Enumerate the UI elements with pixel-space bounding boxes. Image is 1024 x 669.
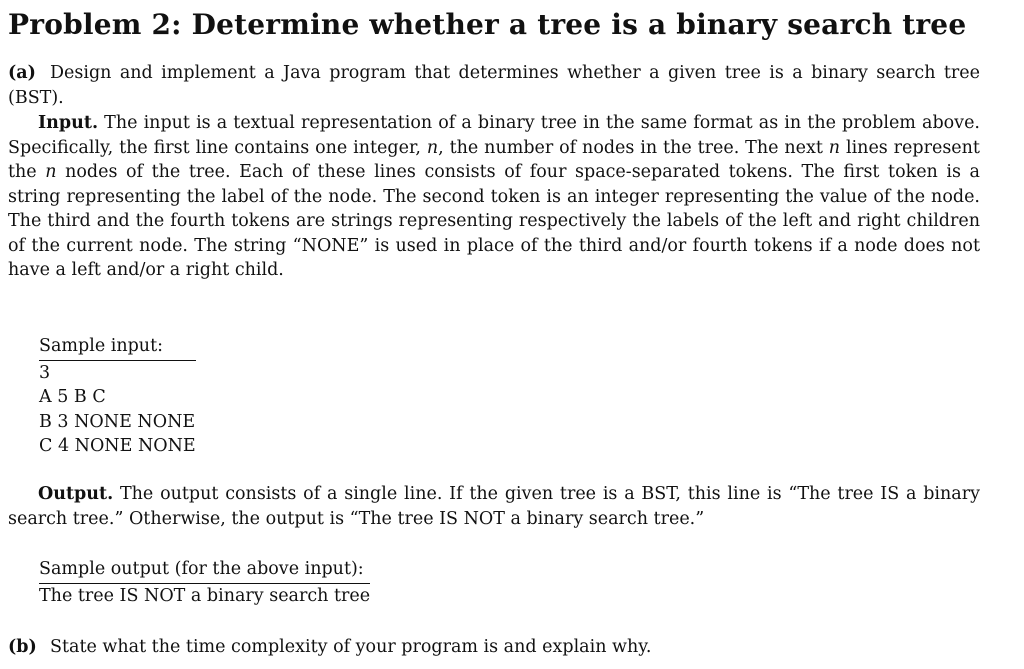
sample-input-line-3: B 3 NONE NONE (39, 411, 196, 432)
input-description (8, 111, 980, 283)
problem-title: Problem 2: Determine whether a tree is a binary search tree (8, 8, 967, 41)
input-text-2: , the number of nodes in the tree. The next (438, 137, 823, 158)
input-text-3: lines represent the (8, 137, 980, 182)
input-text-1: The input is a textual representation of a binary tree in the same format as in the problem above. Specifically, the first line contains one integer, (8, 113, 980, 158)
input-variable-n-2: n (828, 137, 841, 158)
output-description (8, 482, 980, 531)
sample-input-line-4: C 4 NONE NONE (39, 436, 196, 456)
input-text-4: nodes of the tree. Each of these lines consists of four space-separated tokens. The first token is a string representing the label of the node. The second token is an integer representing the value of the node. The third and the fourth tokens are strings representing respectively the labels of the left and right children of the current node. The string “NONE” is used in place of the third and/or fourth tokens if a node does not have a left and/or a right child. (8, 162, 980, 280)
part-b-paragraph (8, 635, 980, 660)
sample-input-line-1: 3 (39, 362, 51, 383)
part-a-text: Design and implement a Java program that determines whether a given tree is a binary search tree (BST). (8, 63, 980, 108)
sample-output-line: The tree IS NOT a binary search tree (39, 585, 371, 606)
sample-input-line-2: A 5 B C (39, 387, 106, 407)
sample-output-label: Sample output (for the above input): (39, 557, 370, 584)
part-b-text: State what the time complexity of your program is and explain why. (50, 637, 652, 657)
part-b-label: (b) (8, 637, 37, 657)
sample-output-block (39, 557, 370, 608)
output-text: The output consists of a single line. If the given tree is a BST, this line is “The tree IS a binary search tree.” Otherwise, the output is “The tree IS NOT a binary search tree.” (8, 484, 980, 529)
part-a-paragraph (8, 61, 980, 110)
sample-input-block (39, 334, 196, 459)
output-heading: Output. (38, 484, 114, 504)
input-variable-n-3: n (45, 162, 57, 182)
sample-input-label: Sample input: (39, 334, 196, 361)
part-a-label: (a) (8, 63, 36, 83)
input-variable-n-1: n (426, 137, 439, 158)
input-heading: Input. (38, 113, 99, 133)
